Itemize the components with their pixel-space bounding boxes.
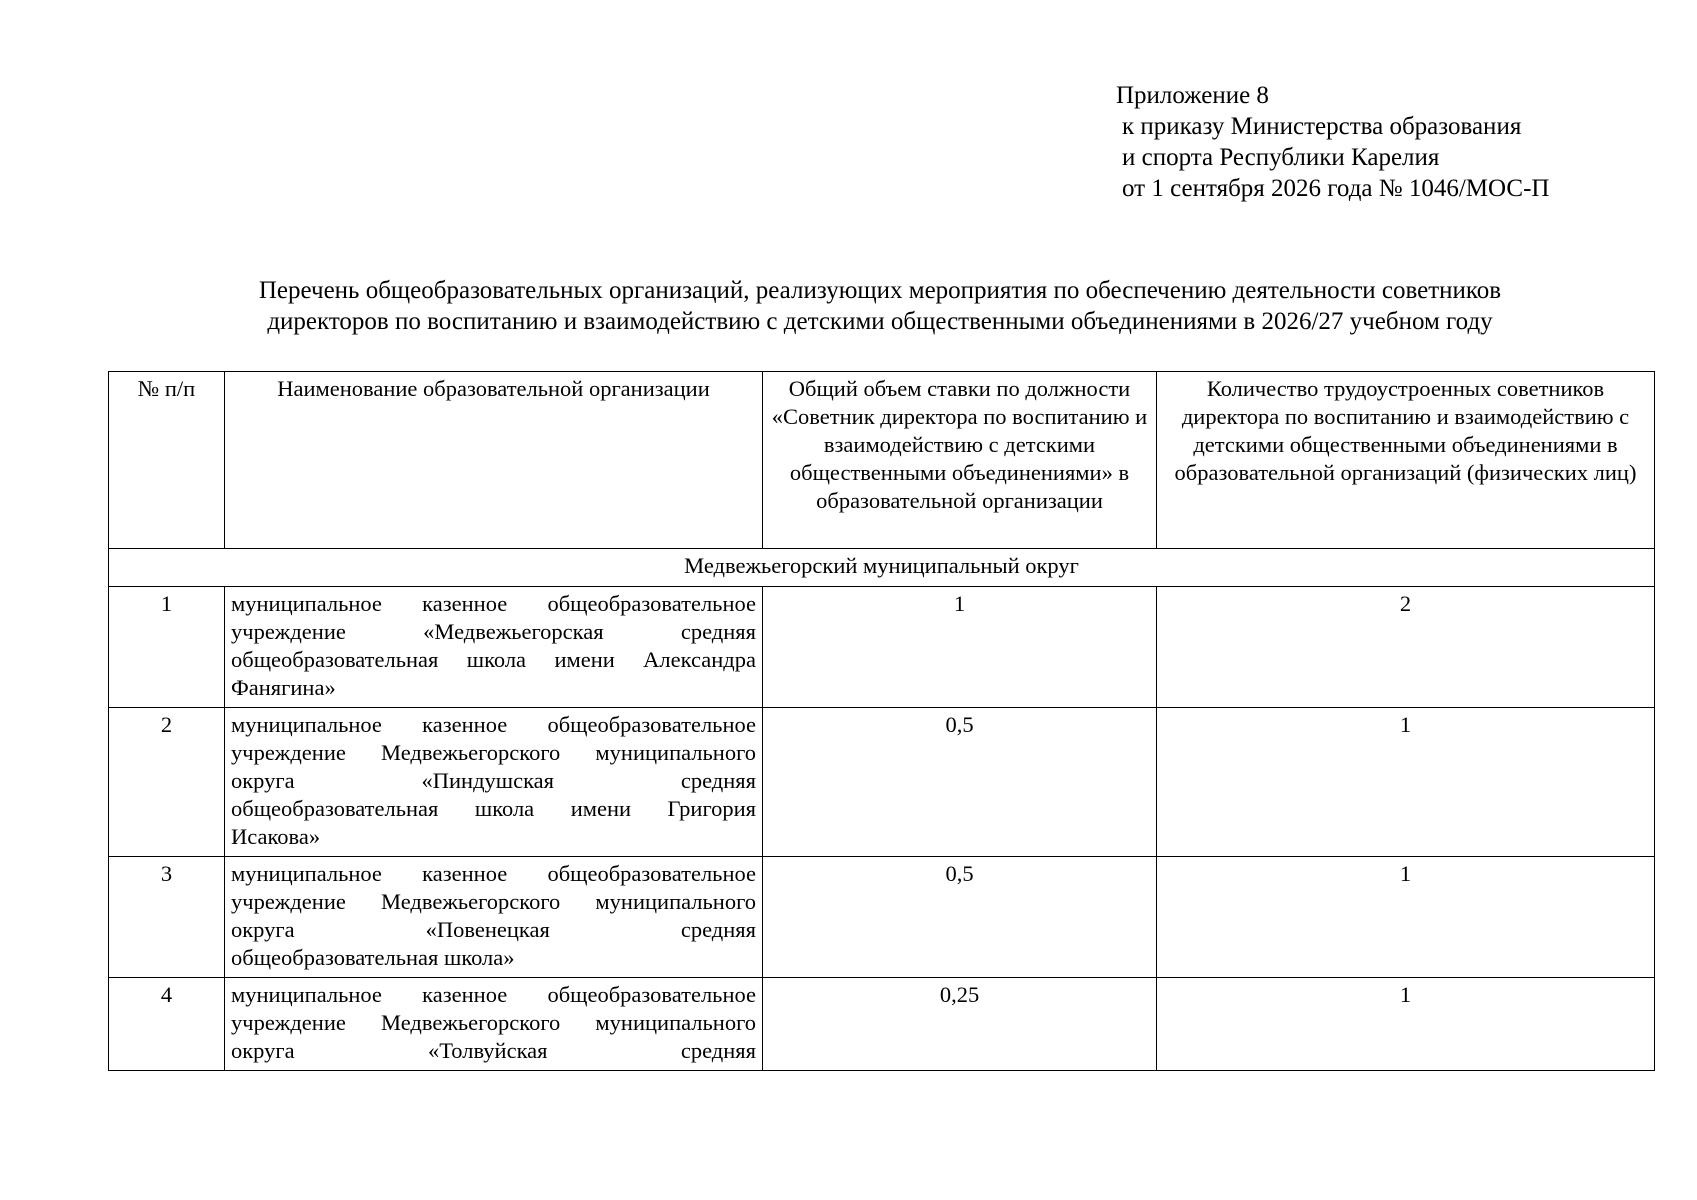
advisors-count: 1 bbox=[1157, 708, 1655, 857]
organization-name-line: муниципальное казенное общеобразовательное bbox=[231, 861, 756, 886]
organization-name-line: округа «Повенецкая средняя bbox=[231, 917, 756, 942]
organization-name-line: учреждение Медвежьегорского муниципального bbox=[231, 740, 756, 765]
table-header-row bbox=[109, 372, 1655, 549]
organization-name-line: муниципальное казенное общеобразовательное bbox=[231, 591, 756, 616]
organization-name-line: Фанягина» bbox=[231, 675, 336, 700]
organization-name bbox=[225, 587, 763, 708]
organization-name-line: учреждение «Медвежьегорская средняя bbox=[231, 619, 756, 644]
column-header-number: № п/п bbox=[109, 372, 225, 549]
group-name: Медвежьегорский муниципальный округ bbox=[109, 549, 1655, 587]
advisors-count: 1 bbox=[1157, 857, 1655, 978]
appendix-line: Приложение 8 bbox=[1116, 82, 1269, 109]
document-title-line: директоров по воспитанию и взаимодействию с детскими общественными объединениями в 2026/27 учебном году bbox=[267, 308, 1493, 335]
organization-name-line: округа «Толвуйская средняя bbox=[231, 1038, 756, 1063]
appendix-line: и спорта Республики Карелия bbox=[1122, 144, 1440, 171]
column-header-count: Количество трудоустроенных советников директора по воспитанию и взаимодействию с детскими общественными объединениями в образовательной организаций (физических лиц) bbox=[1157, 372, 1655, 549]
organization-name-line: муниципальное казенное общеобразовательное bbox=[231, 982, 756, 1007]
appendix-line: от 1 сентября 2026 года № 1046/МОС-П bbox=[1122, 175, 1550, 202]
table-row bbox=[109, 857, 1655, 978]
column-header-name: Наименование образовательной организации bbox=[225, 372, 763, 549]
row-number: 2 bbox=[109, 708, 225, 857]
row-number: 1 bbox=[109, 587, 225, 708]
advisors-count: 2 bbox=[1157, 587, 1655, 708]
table-row bbox=[109, 708, 1655, 857]
group-row bbox=[109, 549, 1655, 587]
organization-name-line: Исакова» bbox=[231, 824, 321, 849]
organization-name bbox=[225, 708, 763, 857]
appendix-block bbox=[1116, 80, 1549, 204]
row-number: 3 bbox=[109, 857, 225, 978]
row-number: 4 bbox=[109, 978, 225, 1071]
advisors-count: 1 bbox=[1157, 978, 1655, 1071]
organization-name-line: учреждение Медвежьегорского муниципального bbox=[231, 889, 756, 914]
organization-name bbox=[225, 978, 763, 1071]
organization-name-line: общеобразовательная школа» bbox=[231, 945, 515, 970]
organization-name-line: учреждение Медвежьегорского муниципального bbox=[231, 1010, 756, 1035]
document-title-line: Перечень общеобразовательных организаций, реализующих мероприятия по обеспечению деятельности советников bbox=[258, 277, 1502, 304]
table-row bbox=[109, 978, 1655, 1071]
organizations-table bbox=[108, 371, 1655, 1071]
organization-name-line: общеобразовательная школа имени Александра bbox=[231, 647, 756, 672]
position-rate: 1 bbox=[763, 587, 1157, 708]
organization-name-line: общеобразовательная школа имени Григория bbox=[231, 796, 756, 821]
organization-name bbox=[225, 857, 763, 978]
table-row bbox=[109, 587, 1655, 708]
position-rate: 0,5 bbox=[763, 708, 1157, 857]
organization-name-line: округа «Пиндушская средняя bbox=[231, 768, 756, 793]
position-rate: 0,5 bbox=[763, 857, 1157, 978]
position-rate: 0,25 bbox=[763, 978, 1157, 1071]
column-header-rate: Общий объем ставки по должности «Советник директора по воспитанию и взаимодействию с детскими общественными объединениями» в образовательной организации bbox=[763, 372, 1157, 549]
organization-name-line: муниципальное казенное общеобразовательное bbox=[231, 712, 756, 737]
document-title bbox=[110, 275, 1650, 337]
appendix-line: к приказу Министерства образования bbox=[1122, 113, 1522, 140]
